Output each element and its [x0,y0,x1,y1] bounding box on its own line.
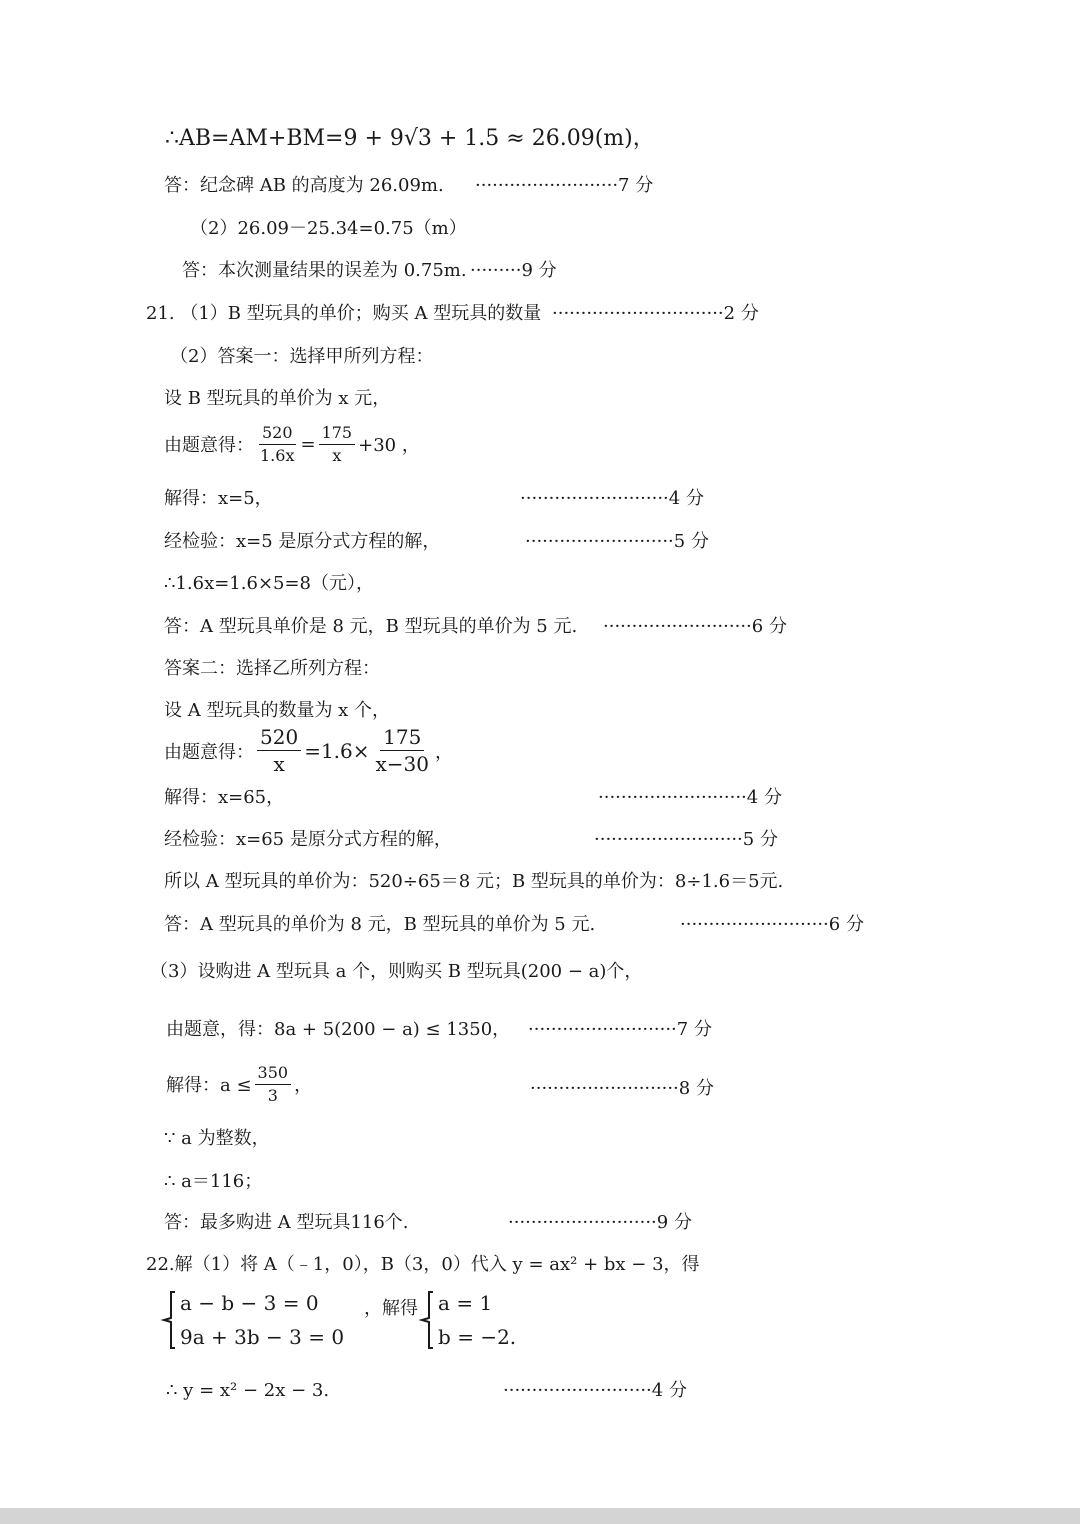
solve-x-5: 解得：x=5， [164,488,273,509]
equation-option2 [164,726,453,775]
score-2: ······························2 分 [552,303,759,324]
system-row-1: a − b − 3 = 0 [180,1291,319,1315]
a-unit-price-calc: ∴1.6x=1.6×5=8（元）， [164,573,375,594]
since-a-integer: ∵ a 为整数， [164,1128,270,1149]
q21-part3-setup: （3）设购进 A 型玩具 a 个，则购买 B 型玩具(200 − a)个， [150,961,643,982]
inequality-solution [166,1064,312,1104]
check-x-65: 经检验：x=65 是原分式方程的解， [164,829,452,850]
solution-rows [438,1291,516,1349]
fraction-520-over-x: $\frac{520}{x}$ [257,726,301,775]
let-a-quantity: 设 A 型玩具的数量为 x 个， [164,700,391,721]
equation-option1 [164,424,420,464]
score-9: ·········9 分 [470,260,557,281]
score-4: ··························4 分 [598,787,782,808]
score-8: ··························8 分 [530,1078,714,1099]
equation-system [160,1290,516,1350]
equation-tail: ， [435,741,454,763]
score-5: ··························5 分 [525,531,709,552]
fraction-175-over-x: $\frac{175}{x}$ [319,424,356,464]
score-6: ··························6 分 [603,616,787,637]
score-6: ··························6 分 [680,914,864,935]
score-4: ··························4 分 [503,1380,687,1401]
equation-prefix: 由题意得： [164,435,254,457]
system-row-2: 9a + 3b − 3 = 0 [180,1325,345,1349]
answer-measurement-error: 答：本次测量结果的误差为 0.75m. [182,260,467,281]
solution-tail: ， [294,1075,313,1097]
score-4: ··························4 分 [520,488,704,509]
equation-prefix: 由题意得： [164,741,254,763]
score-5: ··························5 分 [594,829,778,850]
solution-prefix: 解得：a ≤ [166,1075,252,1097]
parabola-equation: ∴ y = x² − 2x − 3. [166,1380,330,1401]
inequality: 由题意，得：8a + 5(200 − a) ≤ 1350， [166,1019,511,1040]
solve-x-65: 解得：x=65， [164,787,285,808]
left-brace-icon [160,1290,180,1350]
equation-tail: +30 ， [358,435,420,457]
fraction-520-over-1.6x: $\frac{520}{1.6x}$ [260,423,295,465]
score-9: ··························9 分 [508,1212,692,1233]
fraction-350-over-3: $\frac{350}{3}$ [255,1064,292,1104]
bottom-bar [0,1508,1080,1524]
system-rows [180,1291,344,1349]
fraction-175-over-x-minus-30: $\frac{175}{x-30}$ [375,725,430,776]
error-calculation: （2）26.09－25.34=0.75（m） [190,218,467,239]
answer-max-a: 答：最多购进 A 型玩具116个. [164,1212,409,1233]
equals-1.6-times: =1.6× [304,738,370,763]
therefore-a-116: ∴ a＝116； [164,1171,263,1192]
result-ab-height: ∴AB=AM+BM=9 + 9√3 + 1.5 ≈ 26.09(m)， [165,126,655,151]
answer-monument-height: 答：纪念碑 AB 的高度为 26.09m. [164,175,444,196]
q21-part1: 21. （1）B 型玩具的单价；购买 A 型玩具的数量 [146,303,542,324]
left-brace-icon [418,1290,438,1350]
answer-option1: 答：A 型玩具单价是 8 元，B 型玩具的单价为 5 元. [164,616,578,637]
solution-a: a = 1 [438,1291,493,1315]
check-x-5: 经检验：x=5 是原分式方程的解， [164,531,441,552]
solution-b: b = −2. [438,1325,517,1349]
let-b-unit-price: 设 B 型玩具的单价为 x 元， [164,388,391,409]
q22-part1-setup: 22.解（1）将 A（﹣1，0），B（3，0）代入 y = ax² + bx − 3，得 [146,1254,700,1275]
equals-sign: = [300,433,316,455]
solved-label: ，解得 [364,1298,419,1319]
q21-part2-option1-heading: （2）答案一：选择甲所列方程： [170,346,434,367]
score-7: ·························7 分 [475,175,654,196]
answer-option2: 答：A 型玩具的单价为 8 元，B 型玩具的单价为 5 元. [164,914,596,935]
score-7: ··························7 分 [528,1019,712,1040]
option2-heading: 答案二：选择乙所列方程： [164,658,380,679]
unit-price-conclusion: 所以 A 型玩具的单价为：520÷65＝8 元；B 型玩具的单价为：8÷1.6＝5元. [164,871,784,892]
